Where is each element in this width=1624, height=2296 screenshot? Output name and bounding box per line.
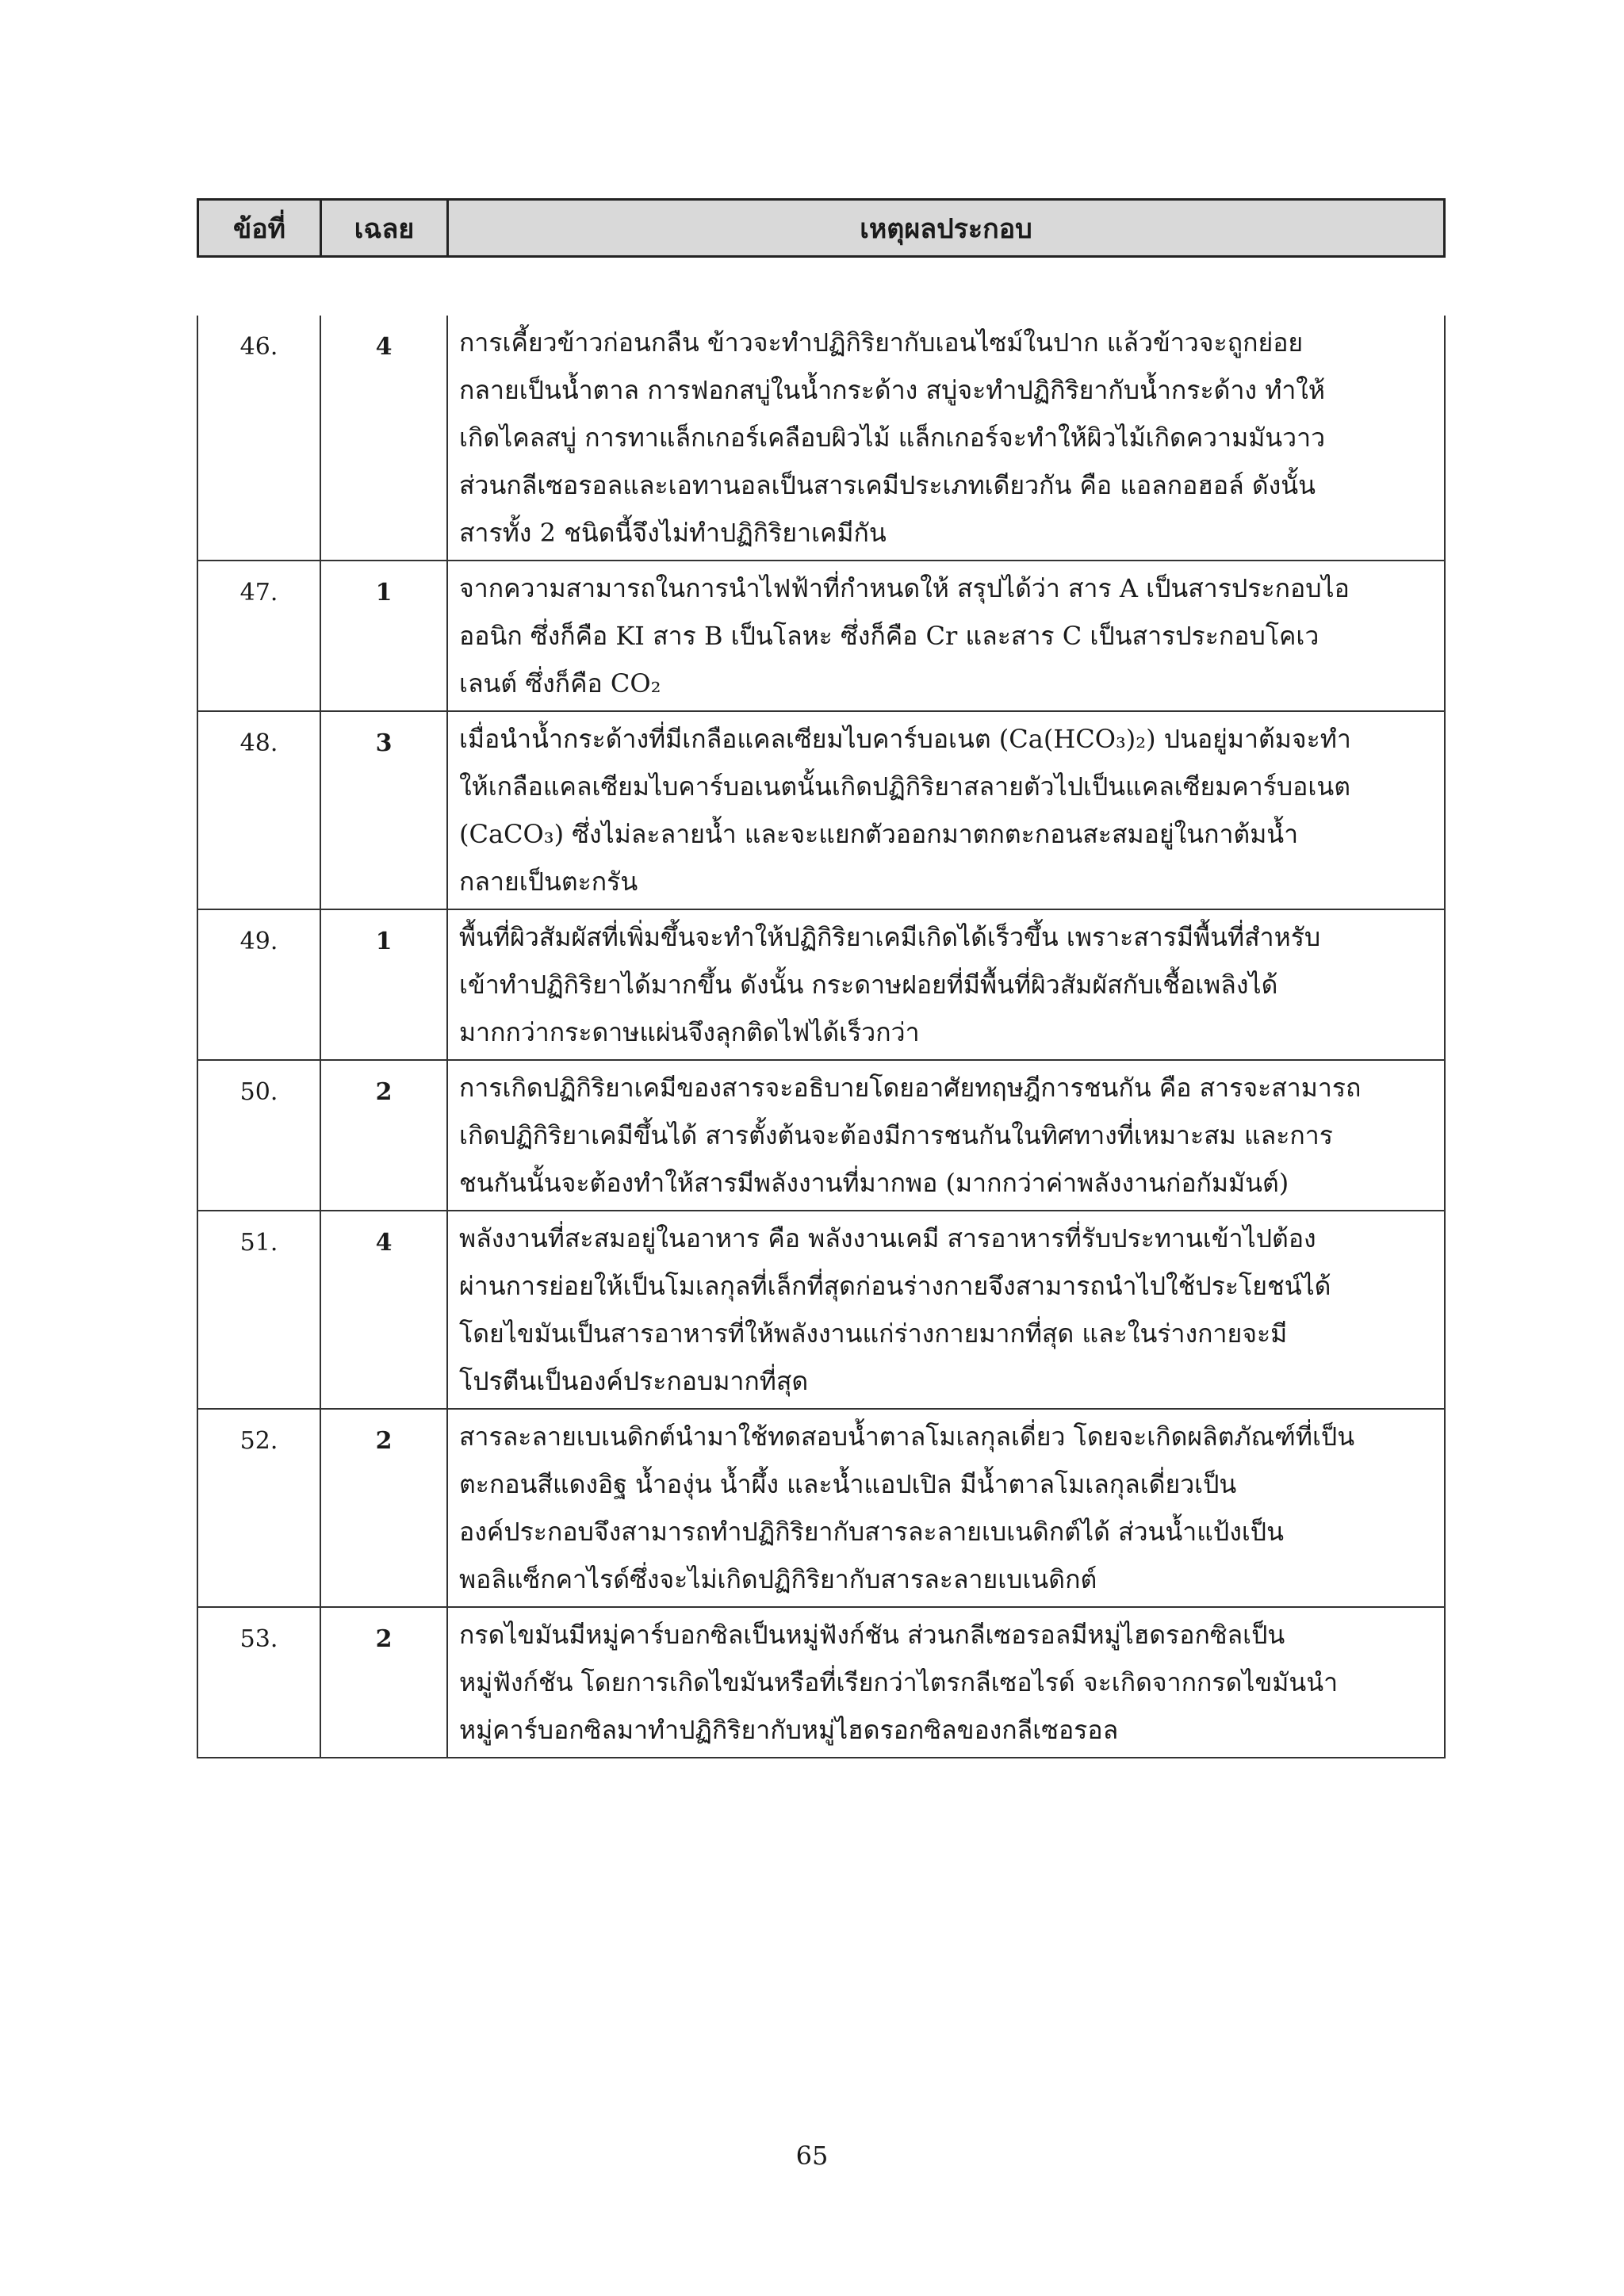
- explanation-text: กรดไขมันมีหมู่คาร์บอกซิลเป็นหมู่ฟังก์ชัน ส่วนกลีเซอรอลมีหมู่ไฮดรอกซิลเป็น หมู่ฟังก์ชัน โดยการเกิดไขมันหรือที่เรียกว่าไตรกลีเซอไรด์ จะเกิดจากกรดไขมันนำ หมู่คาร์บอกซิลมาทำปฏิกิริยากับหมู่ไฮดรอกซิลของกลีเซอรอล: [447, 1607, 1445, 1758]
- table-row: [197, 1607, 1445, 1758]
- question-number: 51.: [197, 1211, 320, 1409]
- answer-value: 2: [320, 1409, 447, 1607]
- answer-rows: [197, 316, 1445, 1758]
- explanation-text: จากความสามารถในการนำไฟฟ้าที่กำหนดให้ สรุปได้ว่า สาร A เป็นสารประกอบไอ ออนิก ซึ่งก็คือ KI สาร B เป็นโลหะ ซึ่งก็คือ Cr และสาร C เป็นสารประกอบโคเว เลนต์ ซึ่งก็คือ CO₂: [447, 561, 1445, 711]
- header-number: ข้อที่: [198, 200, 321, 257]
- table-row: [197, 909, 1445, 1060]
- header-explanation: เหตุผลประกอบ: [448, 200, 1445, 257]
- question-number: 48.: [197, 711, 320, 909]
- answer-value: 3: [320, 711, 447, 909]
- table-row: [197, 316, 1445, 561]
- table-row: [197, 561, 1445, 711]
- explanation-text: พลังงานที่สะสมอยู่ในอาหาร คือ พลังงานเคมี สารอาหารที่รับประทานเข้าไปต้อง ผ่านการย่อยให้เป็นโมเลกุลที่เล็กที่สุดก่อนร่างกายจึงสามารถนำไปใช้ประโยชน์ได้ โดยไขมันเป็นสารอาหารที่ให้พลังงานแก่ร่างกายมากที่สุด และในร่างกายจะมี โปรตีนเป็นองค์ประกอบมากที่สุด: [447, 1211, 1445, 1409]
- question-number: 50.: [197, 1060, 320, 1211]
- table-row: [197, 1409, 1445, 1607]
- explanation-text: สารละลายเบเนดิกต์นำมาใช้ทดสอบน้ำตาลโมเลกุลเดี่ยว โดยจะเกิดผลิตภัณฑ์ที่เป็น ตะกอนสีแดงอิฐ น้ำองุ่น น้ำผึ้ง และน้ำแอปเปิล มีน้ำตาลโมเลกุลเดี่ยวเป็น องค์ประกอบจึงสามารถทำปฏิกิริยากับสารละลายเบเนดิกต์ได้ ส่วนน้ำแป้งเป็น พอลิแซ็กคาไรด์ซึ่งจะไม่เกิดปฏิกิริยากับสารละลายเบเนดิกต์: [447, 1409, 1445, 1607]
- answer-value: 2: [320, 1607, 447, 1758]
- answer-value: 1: [320, 561, 447, 711]
- explanation-text: พื้นที่ผิวสัมผัสที่เพิ่มขึ้นจะทำให้ปฏิกิริยาเคมีเกิดได้เร็วขึ้น เพราะสารมีพื้นที่สำหรับ เข้าทำปฏิกิริยาได้มากขึ้น ดังนั้น กระดาษฝอยที่มีพื้นที่ผิวสัมผัสกับเชื้อเพลิงได้ มากกว่ากระดาษแผ่นจึงลุกติดไฟได้เร็วกว่า: [447, 909, 1445, 1060]
- page-number: 65: [795, 2141, 829, 2171]
- header-row: [198, 200, 1445, 257]
- question-number: 53.: [197, 1607, 320, 1758]
- answer-value: 2: [320, 1060, 447, 1211]
- answer-value: 1: [320, 909, 447, 1060]
- explanation-text: การเกิดปฏิกิริยาเคมีของสารจะอธิบายโดยอาศัยทฤษฎีการชนกัน คือ สารจะสามารถ เกิดปฏิกิริยาเคมีขึ้นได้ สารตั้งต้นจะต้องมีการชนกันในทิศทางที่เหมาะสม และการ ชนกันนั้นจะต้องทำให้สารมีพลังงานที่มากพอ (มากกว่าค่าพลังงานก่อกัมมันต์): [447, 1060, 1445, 1211]
- explanation-text: เมื่อนำน้ำกระด้างที่มีเกลือแคลเซียมไบคาร์บอเนต (Ca(HCO₃)₂) ปนอยู่มาต้มจะทำ ให้เกลือแคลเซียมไบคาร์บอเนตนั้นเกิดปฏิกิริยาสลายตัวไปเป็นแคลเซียมคาร์บอเนต (CaCO₃) ซึ่งไม่ละลายน้ำ และจะแยกตัวออกมาตกตะกอนสะสมอยู่ในกาต้มน้ำ กลายเป็นตะกรัน: [447, 711, 1445, 909]
- question-number: 52.: [197, 1409, 320, 1607]
- answer-key-header: [197, 198, 1446, 258]
- table-row: [197, 711, 1445, 909]
- header-answer: เฉลย: [321, 200, 448, 257]
- question-number: 47.: [197, 561, 320, 711]
- answer-value: 4: [320, 316, 447, 561]
- explanation-text: การเคี้ยวข้าวก่อนกลืน ข้าวจะทำปฏิกิริยากับเอนไซม์ในปาก แล้วข้าวจะถูกย่อย กลายเป็นน้ำตาล การฟอกสบู่ในน้ำกระด้าง สบู่จะทำปฏิกิริยากับน้ำกระด้าง ทำให้ เกิดไคลสบู่ การทาแล็กเกอร์เคลือบผิวไม้ แล็กเกอร์จะทำให้ผิวไม้เกิดความมันวาว ส่วนกลีเซอรอลและเอทานอลเป็นสารเคมีประเภทเดียวกัน คือ แอลกอฮอล์ ดังนั้น สารทั้ง 2 ชนิดนี้จึงไม่ทำปฏิกิริยาเคมีกัน: [447, 316, 1445, 561]
- table-row: [197, 1211, 1445, 1409]
- question-number: 46.: [197, 316, 320, 561]
- answer-key-table: [197, 316, 1446, 1758]
- table-row: [197, 1060, 1445, 1211]
- answer-value: 4: [320, 1211, 447, 1409]
- question-number: 49.: [197, 909, 320, 1060]
